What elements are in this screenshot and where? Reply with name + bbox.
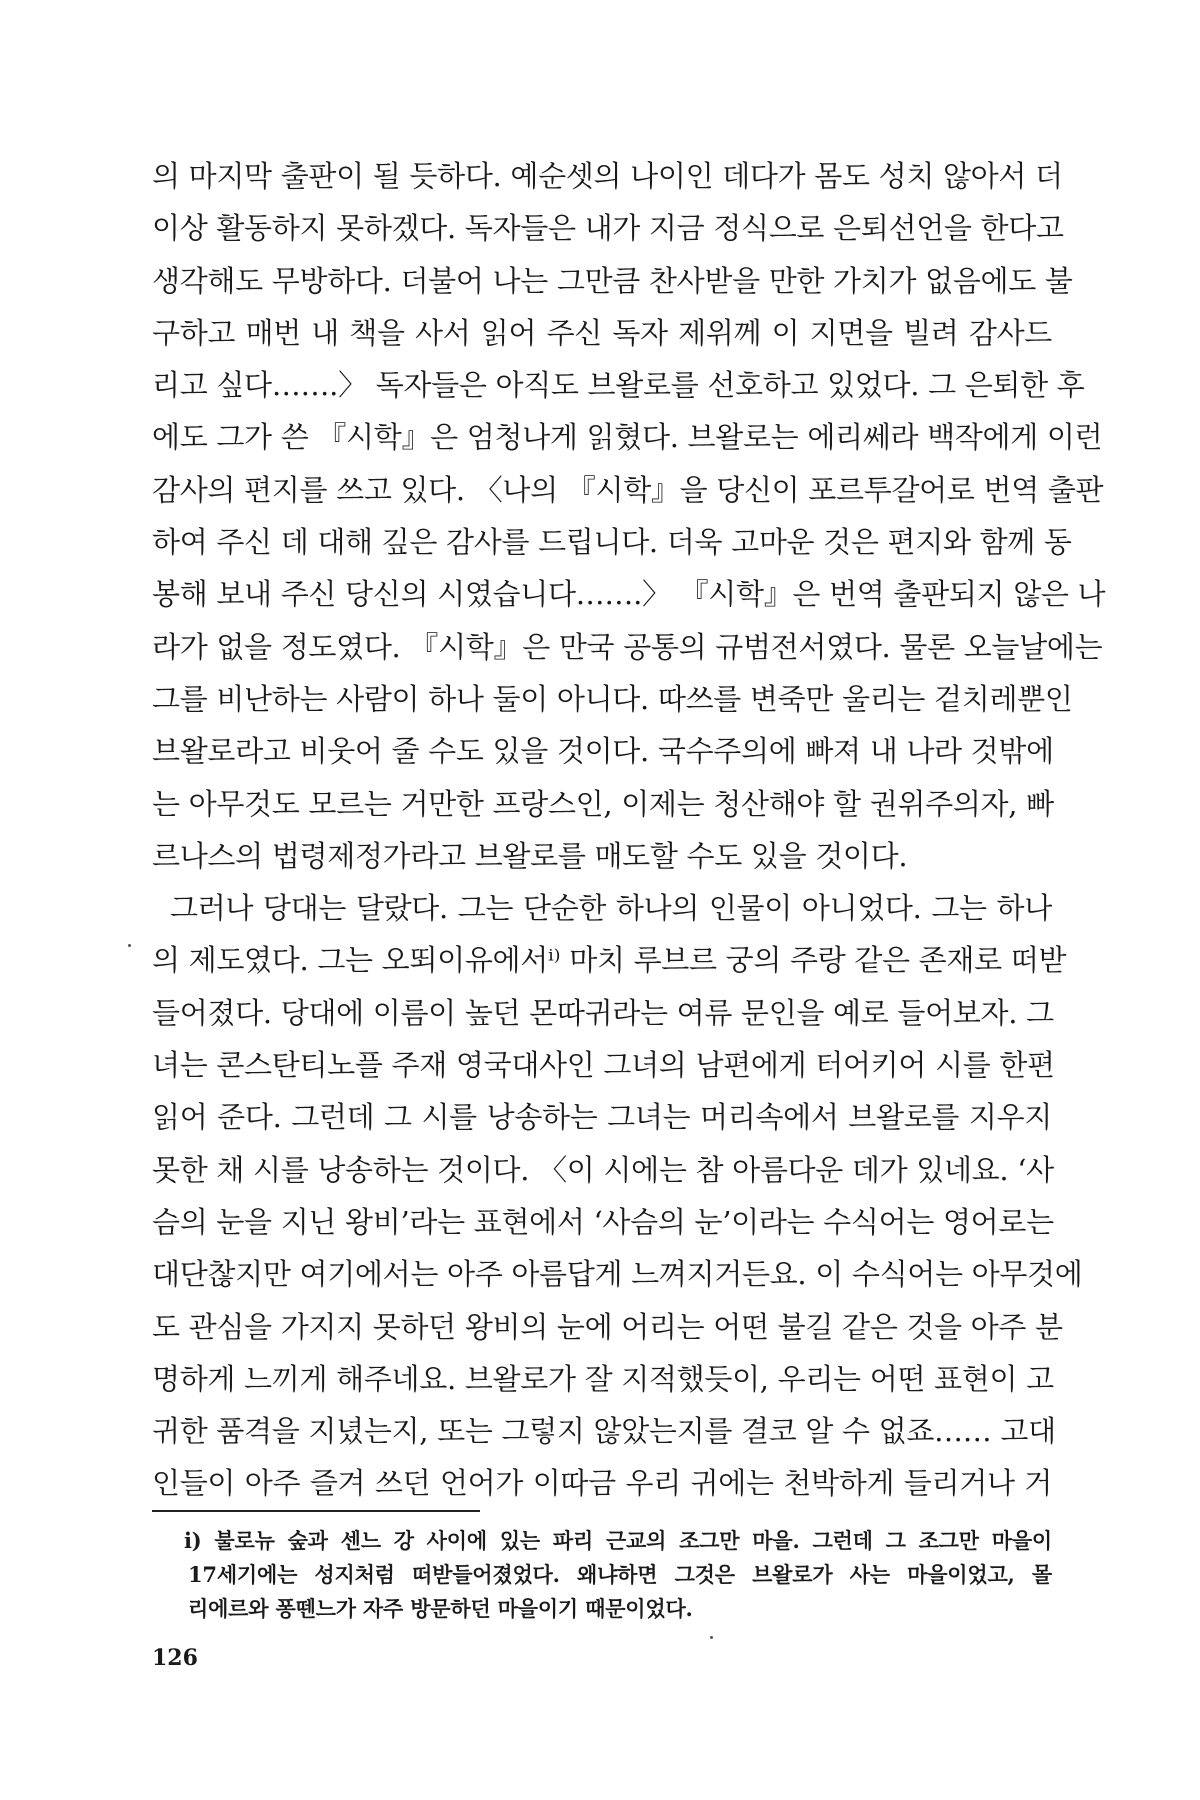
body-line: 하여 주신 데 대해 깊은 감사를 드립니다. 더욱 고마운 것은 편지와 함께 동 — [152, 525, 1072, 560]
body-line: 에도 그가 쓴 『시학』은 엄청나게 읽혔다. 브왈로는 에리쎄라 백작에게 이런 — [152, 420, 1103, 455]
body-text — [152, 150, 1106, 1510]
body-line: 의 제도였다. 그는 오뙤이유에서ⁱ⁾ 마치 루브르 궁의 주랑 같은 존재로 떠받 — [152, 943, 1067, 978]
body-line: 구하고 매번 내 책을 사서 읽어 주신 독자 제위께 이 지면을 빌려 감사드 — [152, 315, 1052, 350]
body-line: 그러나 당대는 달랐다. 그는 단순한 하나의 인물이 아니었다. 그는 하나 — [170, 891, 1052, 926]
margin-mark — [710, 1636, 713, 1639]
body-line: 읽어 준다. 그런데 그 시를 낭송하는 그녀는 머리속에서 브왈로를 지우지 — [152, 1100, 1052, 1135]
footnote-line: i) 불로뉴 숲과 센느 강 사이에 있는 파리 근교의 조그만 마을. 그런데 그 조그만 마을이 — [184, 1528, 1052, 1553]
footnote-line: 리에르와 퐁뗀느가 자주 방문하던 마을이기 때문이었다. — [188, 1596, 693, 1621]
body-line: 의 마지막 출판이 될 듯하다. 예순셋의 나이인 데다가 몸도 성치 않아서 더 — [152, 159, 1063, 193]
body-line: 그를 비난하는 사람이 하나 둘이 아니다. 따쓰를 변죽만 울리는 겉치레뿐인 — [152, 681, 1073, 716]
footnote — [184, 1524, 1052, 1626]
body-line: 리고 싶다…….〉 독자들은 아직도 브왈로를 선호하고 있었다. 그 은퇴한 후 — [152, 368, 1085, 403]
body-line: 대단찮지만 여기에서는 아주 아름답게 느껴지거든요. 이 수식어는 아무것에 — [152, 1257, 1083, 1292]
body-line: 녀는 콘스탄티노플 주재 영국대사인 그녀의 남편에게 터어키어 시를 한편 — [152, 1048, 1055, 1083]
footnote-line: 17세기에는 성지처럼 떠받들어졌었다. 왜냐하면 그것은 브왈로가 사는 마을이었고, 몰 — [188, 1562, 1052, 1587]
margin-mark — [128, 944, 131, 947]
body-line: 명하게 느끼게 해주네요. 브왈로가 잘 지적했듯이, 우리는 어떤 표현이 고 — [152, 1361, 1054, 1396]
body-line: 라가 없을 정도였다. 『시학』은 만국 공통의 규범전서였다. 물론 오늘날에는 — [152, 629, 1103, 664]
body-line: 슴의 눈을 지닌 왕비’라는 표현에서 ‘사슴의 눈’이라는 수식어는 영어로는 — [152, 1204, 1054, 1239]
body-line: 르나스의 법령제정가라고 브왈로를 매도할 수도 있을 것이다. — [152, 838, 908, 873]
body-line: 감사의 편지를 쓰고 있다. 〈나의 『시학』을 당신이 포르투갈어로 번역 출판 — [152, 472, 1104, 507]
body-line: 도 관심을 가지지 못하던 왕비의 눈에 어리는 어떤 불길 같은 것을 아주 분 — [152, 1309, 1063, 1344]
body-line: 는 아무것도 모르는 거만한 프랑스인, 이제는 청산해야 할 권위주의자, 빠 — [152, 786, 1054, 821]
body-line: 귀한 품격을 지녔는지, 또는 그렇지 않았는지를 결코 알 수 없죠…… 고대 — [152, 1414, 1056, 1449]
body-line: 생각해도 무방하다. 더불어 나는 그만큼 찬사받을 만한 가치가 없음에도 불 — [152, 263, 1073, 298]
body-line: 못한 채 시를 낭송하는 것이다. 〈이 시에는 참 아름다운 데가 있네요. ‘사 — [152, 1152, 1054, 1187]
body-line: 이상 활동하지 못하겠다. 독자들은 내가 지금 정식으로 은퇴선언을 한다고 — [152, 211, 1064, 246]
body-line: 들어졌다. 당대에 이름이 높던 몬따귀라는 여류 문인을 예로 들어보자. 그 — [152, 995, 1054, 1030]
page-number: 126 — [152, 1645, 198, 1671]
body-line: 인들이 아주 즐겨 쓰던 언어가 이따금 우리 귀에는 천박하게 들리거나 거 — [152, 1466, 1052, 1501]
body-line: 봉해 보내 주신 당신의 시였습니다…….〉 『시학』은 번역 출판되지 않은 나 — [152, 577, 1106, 612]
footnote-divider — [152, 1510, 480, 1512]
body-line: 브왈로라고 비웃어 줄 수도 있을 것이다. 국수주의에 빠져 내 나라 것밖에 — [152, 734, 1054, 769]
